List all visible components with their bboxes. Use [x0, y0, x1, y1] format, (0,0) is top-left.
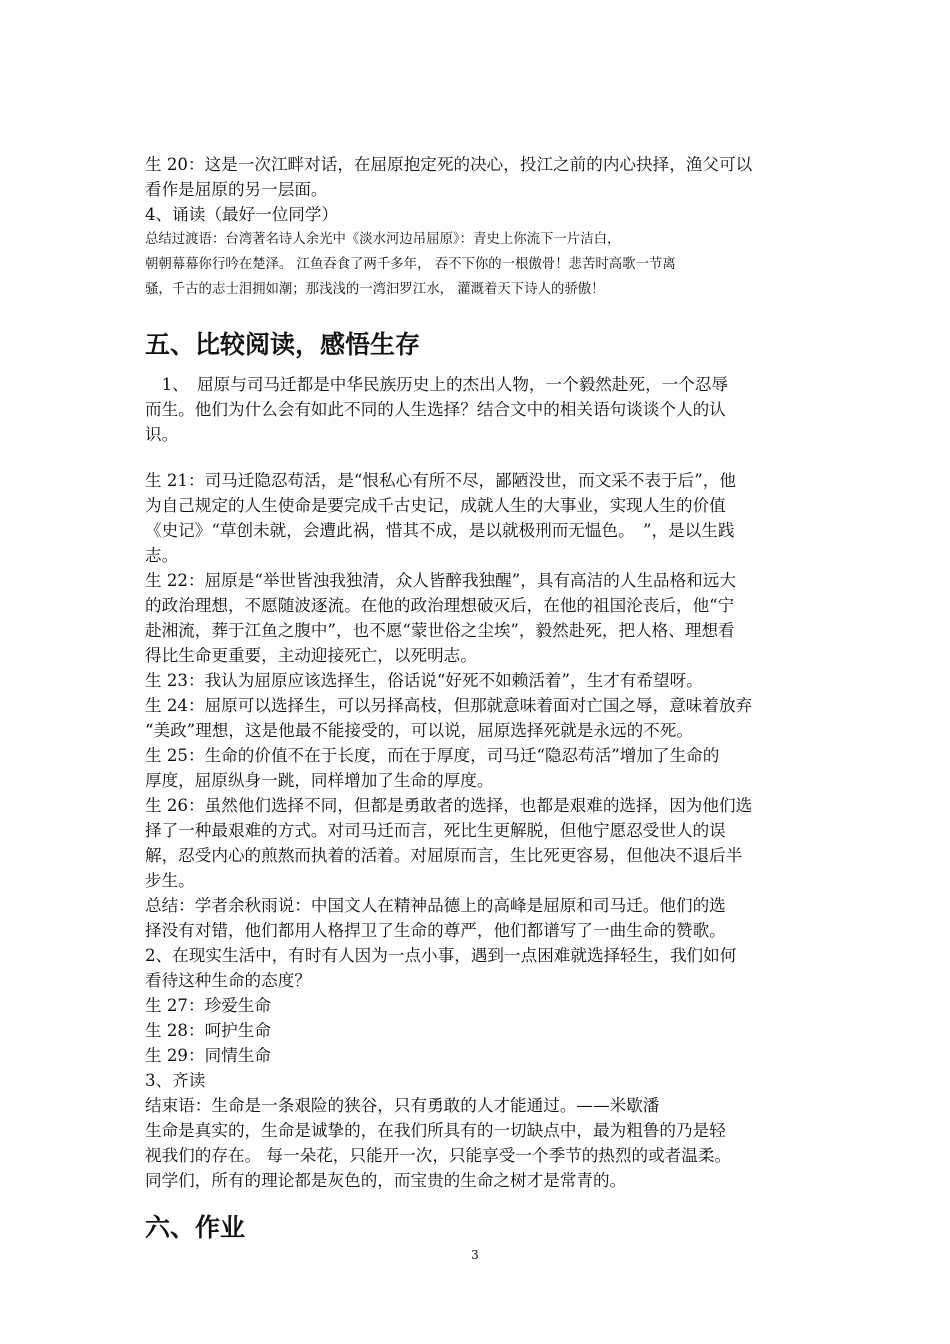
paragraph-line: “美政”理想，这是他最不能接受的，可以说，屈原选择死就是永远的不死。 [145, 721, 693, 740]
paragraph-line: 解，忍受内心的煎熬而执着的活着。对屈原而言，生比死更容易，但他决不退后半 [145, 846, 743, 865]
paragraph-line: 赴湘流，葬于江鱼之腹中”，也不愿“蒙世俗之尘埃”，毅然赴死，把人格、理想看 [145, 621, 735, 640]
paragraph-line: 的政治理想，不愿随波逐流。在他的政治理想破灭后，在他的祖国沦丧后，他“宁 [145, 596, 735, 615]
paragraph-line: 生 24：屈原可以选择生，可以另择高枝，但那就意味着面对亡国之辱，意味着放弃 [145, 696, 753, 715]
paragraph-line: 生 23：我认为屈原应该选择生，俗话说“好死不如赖活着”，生才有希望呀。 [145, 671, 703, 690]
paragraph-line: 得比生命更重要，主动迎接死亡，以死明志。 [145, 646, 477, 665]
paragraph-line: 择了一种最艰难的方式。对司马迁而言，死比生更解脱，但他宁愿忍受世人的误 [145, 821, 726, 840]
document-page [145, 152, 813, 1243]
paragraph-line: 2、在现实生活中，有时有人因为一点小事，遇到一点困难就选择轻生，我们如何 [145, 946, 737, 965]
paragraph-line: 生 29：同情生命 [145, 1046, 271, 1065]
paragraph-line: 同学们，所有的理论都是灰色的，而宝贵的生命之树才是常青的。 [145, 1171, 627, 1190]
paragraph-line: 3、齐读 [145, 1071, 206, 1090]
summary-line: 朝朝幕幕你行吟在楚泽。 江鱼吞食了两千多年， 吞不下你的一根傲骨！悲苦时高歌一节离 [145, 257, 676, 272]
section-heading-5: 五、比较阅读，感悟生存 [145, 330, 421, 359]
question-1 [145, 372, 813, 447]
paragraph-line: 《史记》“草创未就，会遭此祸，惜其不成，是以就极刑而无愠色。 ”，是以生践 [145, 521, 735, 540]
paragraph-line: 结束语：生命是一条艰险的狭谷，只有勇敢的人才能通过。——米歇潘 [145, 1096, 660, 1115]
paragraph-line: 看作是屈原的另一层面。 [145, 180, 328, 199]
paragraph-line: 生 27：珍爱生命 [145, 996, 271, 1015]
paragraph-line: 生 22：屈原是“举世皆浊我独清，众人皆醉我独醒”，具有高洁的人生品格和远大 [145, 571, 736, 590]
dialogue-block-20 [145, 152, 813, 302]
paragraph-line: 生 28：呵护生命 [145, 1021, 271, 1040]
answers-block [145, 468, 813, 1193]
summary-line: 总结过渡语：台湾著名诗人余光中《淡水河边吊屈原》：青史上你流下一片洁白， [145, 232, 621, 247]
section-heading-6: 六、作业 [145, 1213, 246, 1242]
paragraph-line: 志。 [145, 546, 179, 565]
paragraph-line: 生命是真实的，生命是诚挚的，在我们所具有的一切缺点中，最为粗鲁的乃是轻 [145, 1121, 726, 1140]
paragraph-line: 视我们的存在。 每一朵花，只能开一次，只能享受一个季节的热烈的或者温柔。 [145, 1146, 732, 1165]
paragraph-line: 生 21：司马迁隐忍苟活，是“恨私心有所不尽，鄙陋没世，而文采不表于后”，他 [145, 471, 736, 490]
paragraph-line: 看待这种生命的态度？ [145, 971, 311, 990]
paragraph-line: 1、 屈原与司马迁都是中华民族历史上的杰出人物，一个毅然赴死，一个忍辱 [145, 375, 729, 394]
page-number: 3 [471, 1248, 479, 1262]
paragraph-line: 总结：学者余秋雨说：中国文人在精神品德上的高峰是屈原和司马迁。他们的选 [145, 896, 726, 915]
paragraph-line: 步生。 [145, 871, 195, 890]
paragraph-line: 识。 [145, 425, 179, 444]
paragraph-line: 生 20：这是一次江畔对话，在屈原抱定死的决心，投江之前的内心抉择，渔父可以 [145, 155, 753, 174]
paragraph-line: 而生。他们为什么会有如此不同的人生选择？结合文中的相关语句谈谈个人的认 [145, 400, 726, 419]
paragraph-line: 为自己规定的人生使命是要完成千古史记，成就人生的大事业，实现人生的价值 [145, 496, 726, 515]
paragraph-line: 4、诵读（最好一位同学） [145, 205, 339, 224]
paragraph-line: 生 25：生命的价值不在于长度，而在于厚度，司马迁“隐忍苟活”增加了生命的 [145, 746, 720, 765]
paragraph-line: 厚度，屈原纵身一跳，同样增加了生命的厚度。 [145, 771, 494, 790]
paragraph-line: 择没有对错，他们都用人格捍卫了生命的尊严，他们都谱写了一曲生命的赞歌。 [145, 921, 726, 940]
paragraph-line: 生 26：虽然他们选择不同，但都是勇敢者的选择，也都是艰难的选择，因为他们选 [145, 796, 753, 815]
summary-line: 骚，千古的志士泪拥如潮；那浅浅的一湾汩罗江水， 灌溉着天下诗人的骄傲！ [145, 282, 605, 297]
